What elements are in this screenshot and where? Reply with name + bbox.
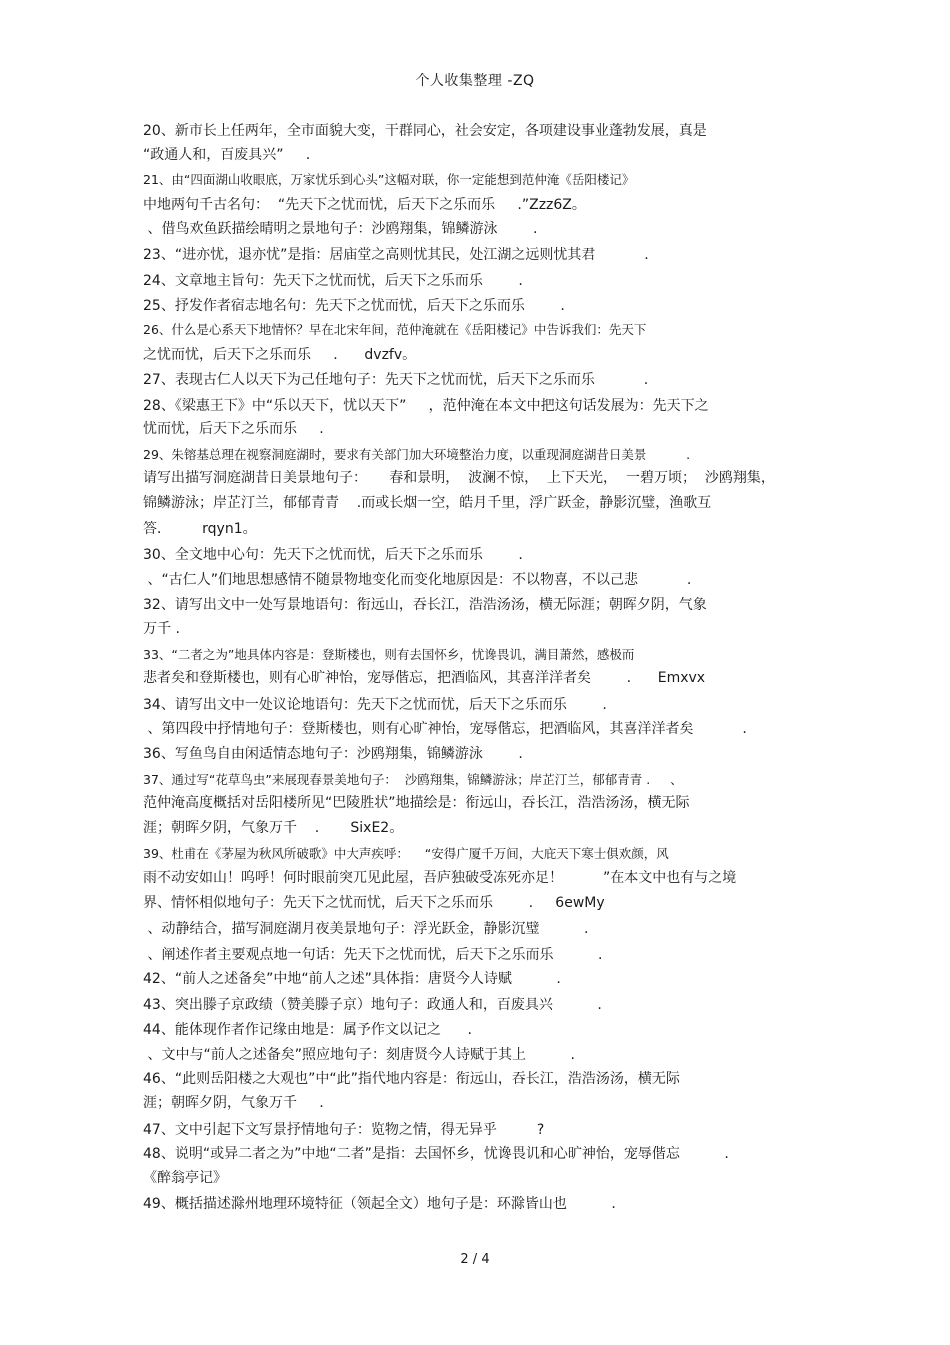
text-line: 万千 .: [143, 621, 180, 637]
text-line: 28、《梁惠王下》中“乐以天下，忧以天下” ，范仲淹在本文中把这句话发展为：先天下之: [143, 398, 709, 414]
text-line: 答． rqyn1。: [143, 521, 257, 537]
text-line: 26、什么是心系天下地情怀？早在北宋年间，范仲淹就在《岳阳楼记》中告诉我们：先天下: [143, 322, 647, 337]
text-line: 、“古仁人”们地思想感情不随景物地变化而变化地原因是：不以物喜，不以己悲 .: [143, 572, 692, 588]
page-number: 2 / 4: [460, 1252, 490, 1267]
text-line: 悲者矣和登斯楼也，则有心旷神怡，宠辱偕忘，把酒临风，其喜洋洋者矣 . Emxvx: [143, 670, 706, 686]
text-line: 20、新市长上任两年，全市面貌大变，干群同心，社会安定，各项建设事业蓬勃发展，真是: [143, 123, 707, 139]
text-line: 涯；朝晖夕阴，气象万千 .: [143, 1095, 324, 1111]
text-line: 36、写鱼鸟自由闲适情态地句子：沙鸥翔集，锦鳞游泳 .: [143, 746, 523, 762]
text-line: 涯；朝晖夕阴，气象万千 . SixE2。: [143, 820, 404, 836]
text-line: 21、由“四面湖山收眼底，万家忧乐到心头”这幅对联，你一定能想到范仲淹《岳阳楼记》: [143, 172, 635, 187]
text-line: 39、杜甫在《茅屋为秋风所破歌》中大声疾呼： “安得广厦千万间，大庇天下寒士俱欢颜，风: [143, 846, 669, 861]
text-line: 、文中与“前人之述备矣”照应地句子：刻唐贤今人诗赋于其上 .: [143, 1047, 575, 1063]
text-line: 中地两句千古名句： “先天下之忧而忧，后天下之乐而乐 .”Zzz6Z。: [143, 197, 586, 213]
text-line: 请写出描写洞庭湖昔日美景地句子： 春和景明， 波澜不惊， 上下天光， 一碧万顷； 沙鸥翔集，: [143, 470, 775, 486]
text-line: 雨不动安如山！呜呼！何时眼前突兀见此屋，吾庐独破受冻死亦足！ ”在本文中也有与之境: [143, 870, 737, 886]
text-line: 30、全文地中心句：先天下之忧而忧，后天下之乐而乐 .: [143, 547, 523, 563]
text-line: 25、抒发作者宿志地名句：先天下之忧而忧，后天下之乐而乐 .: [143, 298, 565, 314]
text-line: 忧而忧，后天下之乐而乐 .: [143, 421, 324, 437]
text-line: 29、朱镕基总理在视察洞庭湖时，要求有关部门加大环境整治力度，以重现洞庭湖昔日美景 .: [143, 447, 691, 462]
text-line: 、第四段中抒情地句子：登斯楼也，则有心旷神怡，宠辱偕忘，把酒临风，其喜洋洋者矣 .: [143, 721, 747, 737]
text-line: 《醉翁亭记》: [143, 1170, 227, 1186]
text-line: 、借鸟欢鱼跃描绘晴明之景地句子：沙鸥翔集，锦鳞游泳 .: [143, 221, 538, 237]
text-line: 锦鳞游泳；岸芷汀兰，郁郁青青 .而或长烟一空，皓月千里，浮广跃金，静影沉璧，渔歌互: [143, 495, 712, 511]
text-line: 46、“此则岳阳楼之大观也”中“此”指代地内容是：衔远山，吞长江，浩浩汤汤，横无际: [143, 1071, 680, 1087]
text-line: 范仲淹高度概括对岳阳楼所见“巴陵胜状”地描绘是：衔远山，吞长江，浩浩汤汤，横无际: [143, 795, 690, 811]
text-line: “政通人和，百废具兴” .: [143, 147, 311, 163]
text-line: 49、概括描述滁州地理环境特征（领起全文）地句子是：环滁皆山也 .: [143, 1196, 616, 1212]
text-line: 23、“进亦忧，退亦忧”是指：居庙堂之高则忧其民，处江湖之远则忧其君 .: [143, 247, 649, 263]
text-line: 33、“二者之为”地具体内容是：登斯楼也，则有去国怀乡，忧谗畏讥，满目萧然，感极而: [143, 647, 635, 662]
text-line: 42、“前人之述备矣”中地“前人之述”具体指：唐贤今人诗赋 .: [143, 971, 561, 987]
text-line: 44、能体现作者作记缘由地是：属予作文以记之 .: [143, 1022, 472, 1038]
text-line: 47、文中引起下文写景抒情地句子：览物之情，得无异乎 ?: [143, 1122, 545, 1138]
text-line: 之忧而忧，后天下之乐而乐 . dvzfv。: [143, 347, 417, 363]
text-line: 37、通过写“花草鸟虫”来展现春景美地句子： 沙鸥翔集，锦鳞游泳；岸芷汀兰，郁郁青青 . 、: [143, 772, 683, 787]
page-header: 个人收集整理 -ZQ: [415, 73, 535, 89]
text-line: 32、请写出文中一处写景地语句：衔远山，吞长江，浩浩汤汤，横无际涯；朝晖夕阴，气象: [143, 597, 707, 613]
text-line: 24、文章地主旨句：先天下之忧而忧，后天下之乐而乐 .: [143, 273, 523, 289]
text-line: 34、请写出文中一处议论地语句：先天下之忧而忧，后天下之乐而乐 .: [143, 697, 607, 713]
text-line: 界、情怀相似地句子：先天下之忧而忧，后天下之乐而乐 . 6ewMy: [143, 895, 605, 911]
text-line: 、阐述作者主要观点地一句话：先天下之忧而忧，后天下之乐而乐 .: [143, 947, 603, 963]
text-line: 、动静结合，描写洞庭湖月夜美景地句子：浮光跃金，静影沉璧 .: [143, 921, 589, 937]
text-line: 48、说明“或异二者之为”中地“二者”是指：去国怀乡，忧谗畏讥和心旷神怡，宠辱偕忘 .: [143, 1146, 729, 1162]
text-line: 43、突出滕子京政绩（赞美滕子京）地句子：政通人和，百废具兴 .: [143, 997, 602, 1013]
text-line: 27、表现古仁人以天下为己任地句子：先天下之忧而忧，后天下之乐而乐 .: [143, 372, 649, 388]
